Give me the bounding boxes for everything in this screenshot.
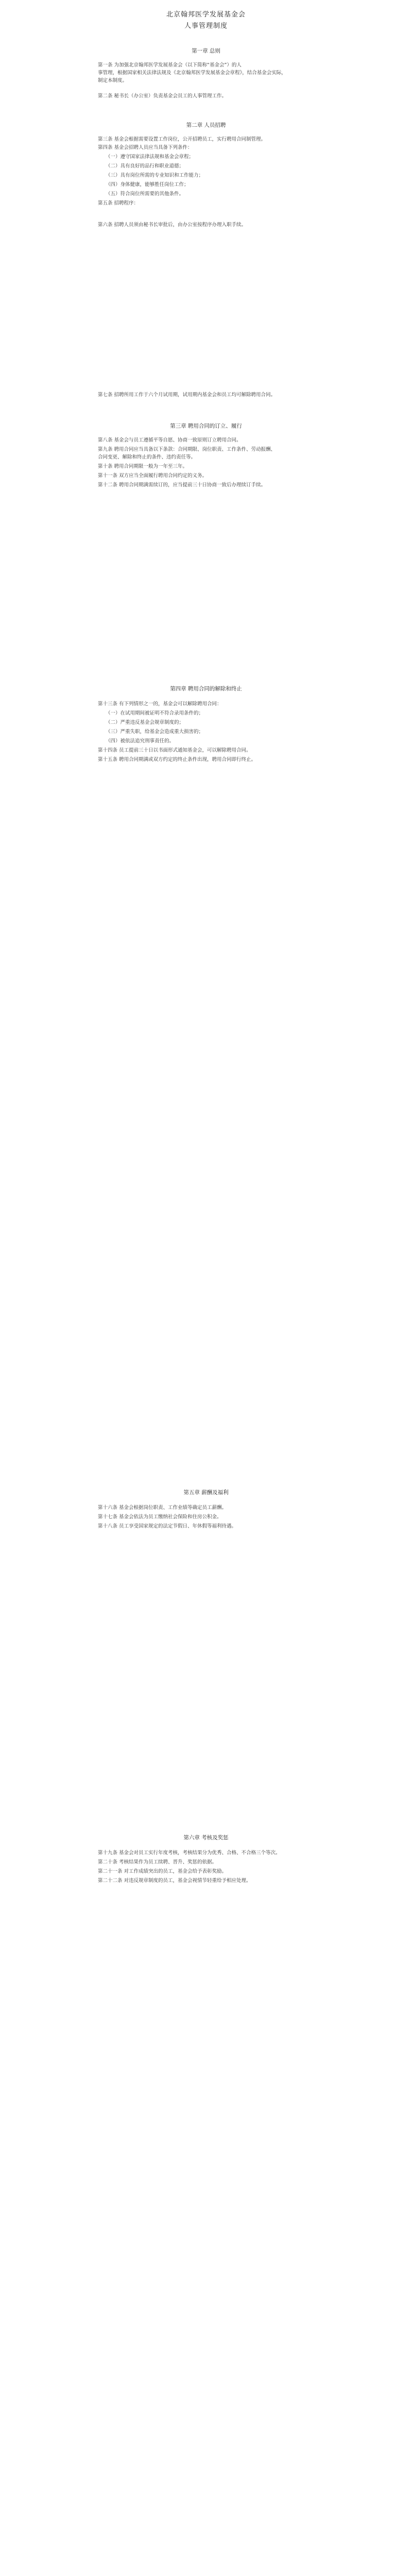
article-line: 合同变更、解除和终止的条件、违约责任等。 <box>98 454 196 460</box>
article-line: 第八条 基金会与员工遵循平等自愿、协商一致原则订立聘用合同。 <box>98 437 242 443</box>
list-item: （二）具有良好的品行和职业道德； <box>106 163 184 169</box>
article-line: 第四条 基金会招聘人员应当具备下列条件： <box>98 145 193 150</box>
chapter-heading: 第六章 考核及奖惩 <box>183 1835 229 1841</box>
list-item: （五）符合岗位所需要的其他条件。 <box>106 191 184 197</box>
article-line: 第十五条 聘用合同期满或双方约定的终止条件出现，聘用合同即行终止。 <box>98 757 256 762</box>
list-item: （一）在试用期间被证明不符合录用条件的； <box>106 710 204 716</box>
article-line: 第二十二条 对违反规章制度的员工，基金会视情节轻重给予相应处理。 <box>98 1878 251 1884</box>
list-item: （四）身体健康，能够胜任岗位工作； <box>106 182 189 188</box>
chapter-heading: 第一章 总则 <box>192 48 220 54</box>
article-line: 制定本制度。 <box>98 78 128 83</box>
article-line: 第十八条 员工享受国家规定的法定节假日、年休假等福利待遇。 <box>98 1523 237 1529</box>
article-line: 第十一条 双方应当全面履行聘用合同约定的义务。 <box>98 473 208 479</box>
article-line: 第一条 为加强北京翰邦医学发展基金会（以下简称“基金会”）的人 <box>98 62 242 68</box>
article-line: 第十六条 基金会根据岗位职责、工作业绩等确定员工薪酬。 <box>98 1505 227 1511</box>
article-line: 第九条 聘用合同应当具备以下条款：合同期限、岗位职责、工作条件、劳动报酬、 <box>98 447 276 452</box>
article-line: 第五条 招聘程序： <box>98 200 139 206</box>
article-line: 第十二条 聘用合同期满需续订的，应当提前三十日协商一致后办理续订手续。 <box>98 482 266 488</box>
list-item: （一）遵守国家法律法规和基金会章程； <box>106 154 194 160</box>
list-item: （四）被依法追究刑事责任的。 <box>106 738 175 744</box>
article-line: 第十条 聘用合同期限一般为一年至三年。 <box>98 464 188 469</box>
article-line: 第十四条 员工提前三十日以书面形式通知基金会，可以解除聘用合同。 <box>98 748 251 753</box>
article-line: 事管理，根据国家相关法律法规及《北京翰邦医学发展基金会章程》，结合基金会实际， <box>98 70 286 76</box>
list-item: （二）严重违反基金会规章制度的； <box>106 720 184 725</box>
chapter-heading: 第三章 聘用合同的订立、履行 <box>170 423 242 429</box>
list-item: （三）严重失职，给基金会造成重大损害的； <box>106 729 204 735</box>
article-line: 第二十一条 对工作成绩突出的员工，基金会给予表彰奖励。 <box>98 1869 227 1874</box>
article-line: 第三条 基金会根据需要设置工作岗位，公开招聘员工，实行聘用合同制管理。 <box>98 137 266 142</box>
chapter-heading: 第二章 人员招聘 <box>186 122 226 128</box>
document-title: 北京翰邦医学发展基金会 <box>166 11 246 19</box>
article-line: 第六条 招聘人员须由秘书长审批后，由办公室按程序办理入职手续。 <box>98 222 247 228</box>
chapter-heading: 第四章 聘用合同的解除和终止 <box>170 686 242 692</box>
article-line: 第七条 招聘所用工作于六个月试用期，试用期内基金会和员工均可解除聘用合同。 <box>98 392 276 398</box>
list-item: （三）具有岗位所需的专业知识和工作能力； <box>106 173 204 178</box>
article-line: 第十三条 有下列情形之一的，基金会可以解除聘用合同： <box>98 701 222 707</box>
article-line: 第二条 秘书长（办公室）负责基金会员工的人事管理工作。 <box>98 93 227 99</box>
chapter-heading: 第五章 薪酬及福利 <box>183 1489 229 1496</box>
article-line: 第二十条 考核结果作为员工续聘、晋升、奖惩的依据。 <box>98 1859 217 1865</box>
document-subtitle: 人事管理制度 <box>184 22 228 30</box>
article-line: 第十七条 基金会依法为员工缴纳社会保险和住房公积金。 <box>98 1514 222 1520</box>
article-line: 第十九条 基金会对员工实行年度考核，考核结果分为优秀、合格、不合格三个等次。 <box>98 1850 281 1856</box>
